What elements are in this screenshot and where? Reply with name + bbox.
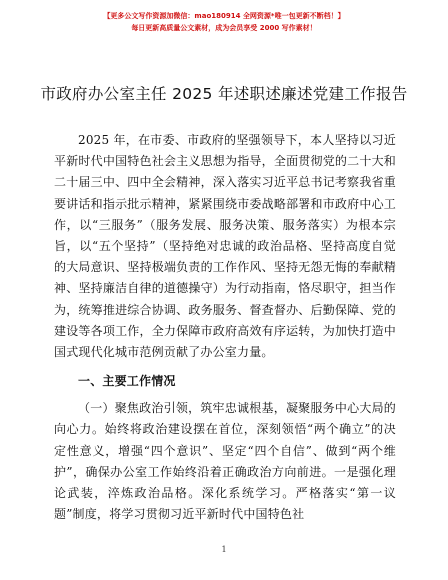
page-number: 1 bbox=[221, 545, 227, 554]
document-title: 市政府办公室主任 2025 年述职述廉述党建工作报告 bbox=[40, 85, 408, 103]
section-heading: 一、主要工作情况 bbox=[78, 374, 176, 389]
promo-line-1: 【更多公文写作资源加微信：mao180914 全网资源*唯一包更新不断档！】 bbox=[103, 12, 345, 20]
intro-paragraph: 2025 年，在市委、市政府的坚强领导下，本人坚持以习近平新时代中国特色社会主义思想为指导，全面贯彻党的二十大和二十届三中、四中全会精神，深入落实习近平总书记考察我省重要讲话和指示批示精神，紧紧围绕市委战略部署和市政府中心工作，以“三服务”（服务发展、服务决策、服务落实）为根本宗旨，以“五个坚持”（坚持绝对忠诚的政治品格、坚持高度自觉的大局意识、坚持极端负责的工作作风、坚持无怨无悔的奉献精神、坚持廉洁自律的道德操守）为行动指南，恪尽职守，担当作为，统筹推进综合协调、政务服务、督查督办、后勤保障、党的建设等各项工作，全力保障市政府高效有序运转，为加快打造中国式现代化城市范例贡献了办公室力量。 bbox=[54, 133, 396, 360]
promo-line-2: 每日更新高质量公文素材，成为会员享受 2000 写作素材！ bbox=[131, 24, 317, 32]
section-paragraph: （一）聚焦政治引领，筑牢忠诚根基，凝聚服务中心大局的向心力。始终将政治建设摆在首位，深刻领悟“两个确立”的决定性意义，增强“四个意识”、坚定“四个自信”、做到“两个维护”，确保办公室工作始终沿着正确政治方向前进。一是强化理论武装，淬炼政治品格。深化系统学习。严格落实“第一议题”制度，将学习贯彻习近平新时代中国特色社 bbox=[54, 401, 396, 522]
document-body bbox=[54, 130, 396, 525]
promo-banner bbox=[0, 10, 448, 34]
